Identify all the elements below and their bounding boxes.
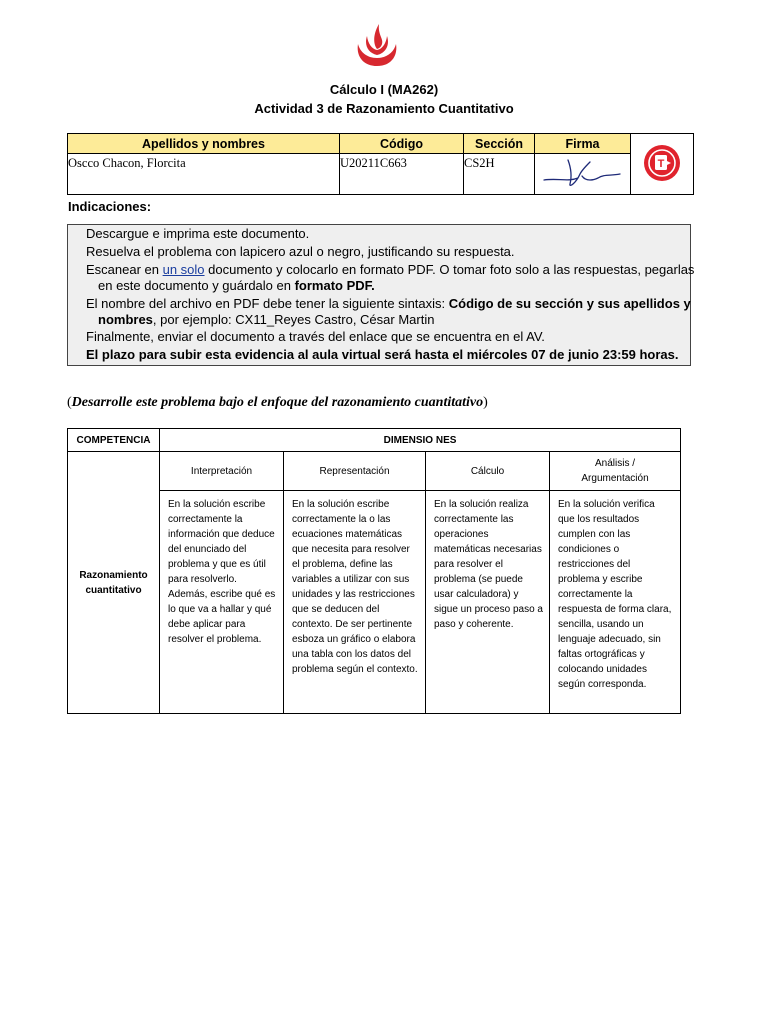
student-name: Oscco Chacon, Florcita <box>68 154 340 195</box>
indication-line: Resuelva el problema con lapicero azul o negro, justificando su respuesta. <box>86 244 515 259</box>
rubric-table <box>67 428 681 714</box>
header-section: Sección <box>464 134 535 154</box>
student-info-table <box>67 133 694 195</box>
student-code: U20211C663 <box>340 154 464 195</box>
underlined-text: un solo <box>162 262 205 277</box>
indications-box <box>67 224 695 366</box>
course-title: Cálculo I (MA262) <box>329 82 439 97</box>
indication-filename-cont: nombres, por ejemplo: CX11_Reyes Castro, César Martin <box>98 312 435 327</box>
pdf-icon-cell <box>631 134 694 195</box>
dimension-description: En la solución verifica que los resultados cumplen con las condiciones o restricciones del problema y escribe correctamente la respuesta de forma clara, sencilla, usando un lenguaje adecuado, sin faltas ortográficas y colocando unidades según corresponda. <box>550 491 681 714</box>
university-logo-icon <box>354 22 400 68</box>
dimension-description: En la solución realiza correctamente las operaciones matemáticas necesarias para resolver el problema (se puede usar calculadora) y sigue un proceso paso a paso y coherente. <box>426 491 550 714</box>
handwritten-signature-icon <box>538 156 628 190</box>
dimension-title: Interpretación <box>160 452 284 491</box>
indication-send: Finalmente, enviar el documento a través del enlace que se encuentra en el AV. <box>86 329 545 344</box>
dimension-description: En la solución escribe correctamente la información que deduce del enunciado del problema y que es útil para resolverlo. Además, escribe qué es lo que va a hallar y qué debe aplicar para resolver el problema. <box>160 491 284 714</box>
develop-note: (Desarrolle este problema bajo el enfoque del razonamiento cuantitativo) <box>67 395 488 410</box>
signature-cell <box>535 154 631 195</box>
svg-text:T: T <box>657 157 665 170</box>
dimension-description: En la solución escribe correctamente la o las ecuaciones matemáticas que necesita para resolver el problema, define las variables a utilizar con sus unidades y las restricciones que se deducen del contexto. De ser pertinente esboza un gráfico o elabora una tabla con los datos del problema según el contexto. <box>284 491 426 714</box>
dimensions-header: DIMENSIO NES <box>160 429 681 452</box>
header-signature: Firma <box>535 134 631 154</box>
pdf-file-icon[interactable] <box>641 142 683 184</box>
competence-name: Razonamiento cuantitativo <box>68 452 160 714</box>
activity-title: Actividad 3 de Razonamiento Cuantitativo <box>254 101 514 116</box>
header-code: Código <box>340 134 464 154</box>
indications-label: Indicaciones: <box>68 199 152 214</box>
dimension-title: Análisis / Argumentación <box>550 452 681 491</box>
indication-filename: El nombre del archivo en PDF debe tener la siguiente sintaxis: Código de su sección y sus apellidos y <box>86 296 691 311</box>
indication-scan: Escanear en un solo documento y colocarlo en formato PDF. O tomar foto solo a las respuestas, pegarlas <box>86 262 695 277</box>
student-section: CS2H <box>464 154 535 195</box>
indication-scan-cont: en este documento y guárdalo en formato PDF. <box>98 278 375 293</box>
dimension-title: Cálculo <box>426 452 550 491</box>
indication-line: Descargue e imprima este documento. <box>86 226 310 241</box>
dimension-title: Representación <box>284 452 426 491</box>
competence-header: COMPETENCIA <box>68 429 160 452</box>
header-name: Apellidos y nombres <box>68 134 340 154</box>
indication-deadline: El plazo para subir esta evidencia al aula virtual será hasta el miércoles 07 de junio 23:59 horas. <box>86 347 679 362</box>
